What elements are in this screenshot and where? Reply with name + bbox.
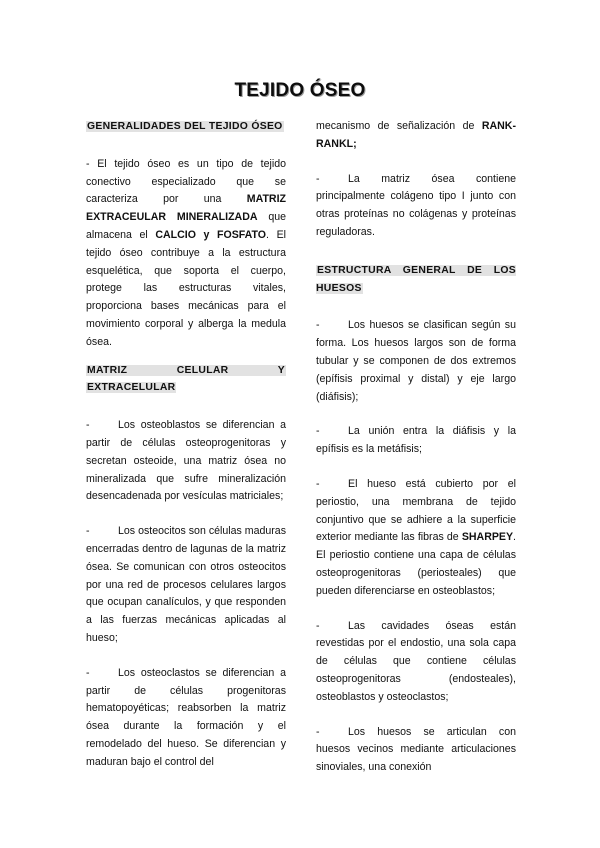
list-item-articulaciones: - Los huesos se articulan con huesos vecinos mediante articulaciones sinoviales, una conexión bbox=[316, 725, 516, 774]
right-column bbox=[316, 118, 516, 777]
section-heading-matriz-line2: EXTRACELULAR bbox=[87, 382, 176, 394]
section-heading-estructura: ESTRUCTURA GENERAL DE LOS HUESOS bbox=[316, 264, 516, 294]
section-heading-generalidades-text: GENERALIDADES DEL TEJIDO ÓSEO bbox=[87, 121, 283, 132]
list-item-matriz-osea: - La matriz ósea contiene principalmente colágeno tipo I junto con otras proteínas no colágenas y proteínas reguladoras. bbox=[316, 172, 516, 238]
list-item-metafisis: - La unión entra la diáfisis y la epífisis es la metáfisis; bbox=[316, 425, 516, 456]
list-item-osteocitos: - Los osteocitos son células maduras encerradas dentro de lagunas de la matriz ósea. Se comunican con otros osteocitos por una red de procesos celulares largos que ocupan canalículos, y que responden a las fuerzas mecánicas aplicadas al hueso; bbox=[86, 525, 286, 644]
list-item-osteoblastos: - Los osteoblastos se diferencian a partir de células osteoprogenitoras y secretan osteoide, una matriz ósea no mineralizada que sufre mineralización desencadenada por vesículas matriciales; bbox=[86, 419, 286, 503]
section-heading-generalidades bbox=[86, 118, 286, 136]
left-column bbox=[86, 118, 286, 772]
section-heading-matriz: MATRIZ CELULAR Y bbox=[87, 364, 285, 376]
page-title: TEJIDO ÓSEO bbox=[234, 80, 366, 101]
list-item-periostio: - El hueso está cubierto por el periostio, una membrana de tejido conjuntivo que se adhiere a la superficie exterior mediante las fibras de SHARPEY. El periostio contiene una capa de células osteoprogenitoras (periosteales) que pueden diferenciarse en osteoblastos; bbox=[316, 477, 516, 597]
list-item-osteoclastos: - Los osteoclastos se diferencian a partir de células progenitoras hematopoyéticas; reabsorben la matriz ósea durante la formación y el remodelado del hueso. Se diferencian y maduran bajo el control del bbox=[86, 666, 286, 768]
list-item-clasificacion: - Los huesos se clasifican según su forma. Los huesos largos son de forma tubular y se componen de dos extremos (epífisis proximal y distal) y eje largo (diáfisis); bbox=[316, 319, 516, 403]
list-item-endostio: - Las cavidades óseas están revestidas por el endostio, una sola capa de células que contiene células osteoprogenitoras (endosteales), osteoblastos y osteoclastos; bbox=[316, 619, 516, 703]
paragraph-generalidades: - El tejido óseo es un tipo de tejido conectivo especializado que se caracteriza por una MATRIZ EXTRACEULAR MINERALIZADA que almacena el CALCIO y FOSFATO. El tejido óseo contribuye a la estructura esquelética, que soporta el cuerpo, protege las estructuras vitales, proporciona bases mecánicas para el movimiento corporal y alberga la medula ósea. bbox=[86, 157, 287, 348]
paragraph-continuation: mecanismo de señalización de RANK-RANKL; bbox=[316, 120, 516, 150]
